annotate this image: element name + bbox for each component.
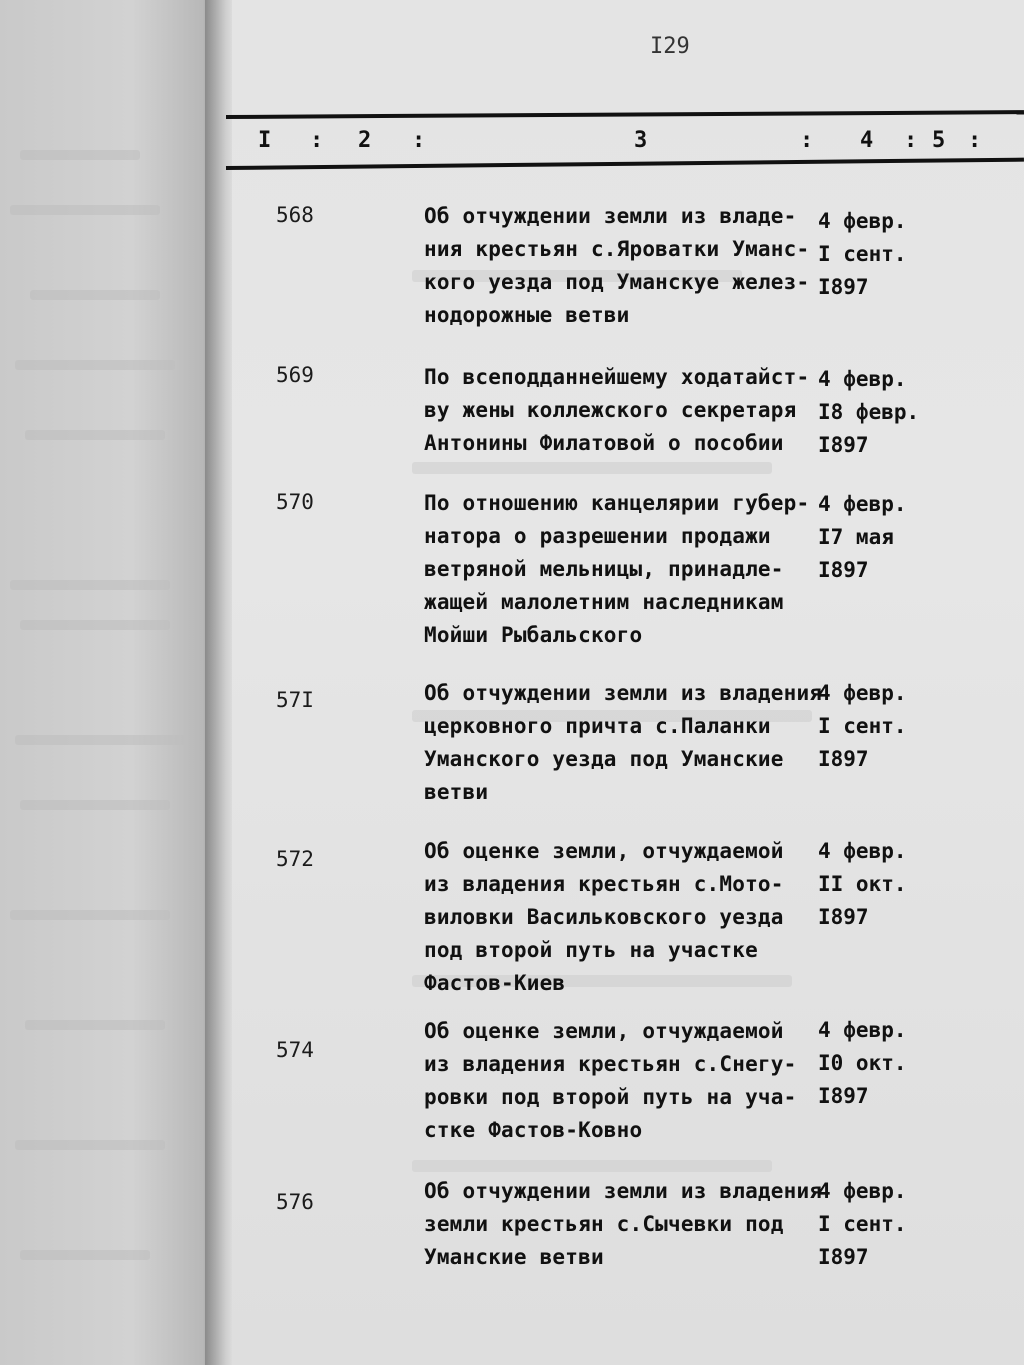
entry-year: I897 [818,433,869,457]
entry-year: I897 [818,558,869,582]
entry-date-start: 4 февр. [818,492,907,516]
ghost-text [20,1250,150,1260]
entry-date-end: II окт. [818,872,907,896]
entry-title-line: Об отчуждении земли из владения [424,1179,823,1203]
entry-number: 574 [276,1038,314,1062]
entry-number: 569 [276,363,314,387]
entry-title-line: Антонины Филатовой о пособии [424,431,784,455]
ghost-text [15,1140,165,1150]
entry-year: I897 [818,275,869,299]
entry-number: 576 [276,1190,314,1214]
entry-title-line: Фастов-Киев [424,971,566,995]
ghost-text [20,800,170,810]
entry-title-line: ния крестьян с.Яроватки Уманс- [424,237,810,261]
ghost-text [25,430,165,440]
entry-year: I897 [818,1245,869,1269]
entry-dates [818,488,907,587]
entry-title-line: из владения крестьян с.Снегу- [424,1052,797,1076]
entry-number: 570 [276,490,314,514]
entry-title-line: Об оценке земли, отчуждаемой [424,1019,784,1043]
entry-date-end: I8 февр. [818,400,920,424]
entry-title-line: Мойши Рыбальского [424,623,643,647]
entry-date-start: 4 февр. [818,367,907,391]
column-header-5: 5 [932,128,946,153]
entry-title-line: нодорожные ветви [424,303,630,327]
entry-date-start: 4 февр. [818,839,907,863]
entry-title-line: под второй путь на участке [424,938,758,962]
ghost-text [25,1020,165,1030]
entry-title [424,487,824,652]
entry-date-start: 4 февр. [818,1179,907,1203]
column-header-1: I [258,128,272,153]
entry-date-start: 4 февр. [818,1018,907,1042]
entry-title-line: натора о разрешении продажи [424,524,771,548]
ghost-text [10,205,160,215]
entry-title-line: земли крестьян с.Сычевки под [424,1212,784,1236]
entry-dates [818,677,907,776]
entry-title-line: Об отчуждении земли из владения [424,681,823,705]
entry-dates [818,1175,907,1274]
entry-title-line: кого уезда под Уманскуе желез- [424,270,810,294]
entry-date-end: I сент. [818,1212,907,1236]
entry-number: 568 [276,203,314,227]
entry-title [424,677,824,809]
entry-date-end: I7 мая [818,525,894,549]
entry-number: 572 [276,847,314,871]
ghost-text [20,150,140,160]
column-header-separator: : [412,128,426,153]
entry-title-line: церковного причта с.Паланки [424,714,771,738]
bleed-through [412,1160,772,1172]
entry-title-line: стке Фастов-Ковно [424,1118,643,1142]
entry-title-line: Об оценке земли, отчуждаемой [424,839,784,863]
ghost-text [10,910,170,920]
entry-dates [818,1014,907,1113]
entry-dates [818,835,907,934]
entry-title [424,1015,824,1147]
ghost-text [15,360,175,370]
entry-title-line: Уманские ветви [424,1245,604,1269]
left-page [0,0,220,1365]
ghost-text [15,735,185,745]
entry-title-line: По отношению канцелярии губер- [424,491,810,515]
entry-title-line: Об отчуждении земли из владе- [424,204,797,228]
column-header-3: 3 [634,128,648,153]
entry-year: I897 [818,1084,869,1108]
ghost-text [10,580,170,590]
entry-title-line: ву жены коллежского секретаря [424,398,797,422]
entry-title-line: из владения крестьян с.Мото- [424,872,784,896]
entry-title [424,835,824,1000]
entry-title [424,200,824,332]
entry-title-line: ровки под второй путь на уча- [424,1085,797,1109]
entry-title-line: виловки Васильковского уезда [424,905,784,929]
entry-title-line: жащей малолетним наследникам [424,590,784,614]
column-header-separator: : [968,128,982,153]
entry-year: I897 [818,747,869,771]
book-gutter [205,0,235,1365]
ghost-text [30,290,160,300]
bleed-through [412,462,772,474]
entry-dates [818,363,919,462]
entry-title [424,1175,824,1274]
entry-title-line: По всеподданнейшему ходатайст- [424,365,810,389]
entry-date-end: I0 окт. [818,1051,907,1075]
column-header-2: 2 [358,128,372,153]
page-number: I29 [650,34,690,59]
entry-title-line: ветряной мельницы, принадле- [424,557,784,581]
column-header-separator: : [904,128,918,153]
entry-date-start: 4 февр. [818,209,907,233]
entry-date-end: I сент. [818,242,907,266]
entry-date-start: 4 февр. [818,681,907,705]
ghost-text [20,620,170,630]
entry-title [424,361,824,460]
entry-dates [818,205,907,304]
entry-date-end: I сент. [818,714,907,738]
entry-title-line: Уманского уезда под Уманские [424,747,784,771]
column-header-separator: : [310,128,324,153]
column-header-4: 4 [860,128,874,153]
entry-year: I897 [818,905,869,929]
column-header-separator: : [800,128,814,153]
entry-number: 57I [276,688,314,712]
entry-title-line: ветви [424,780,489,804]
